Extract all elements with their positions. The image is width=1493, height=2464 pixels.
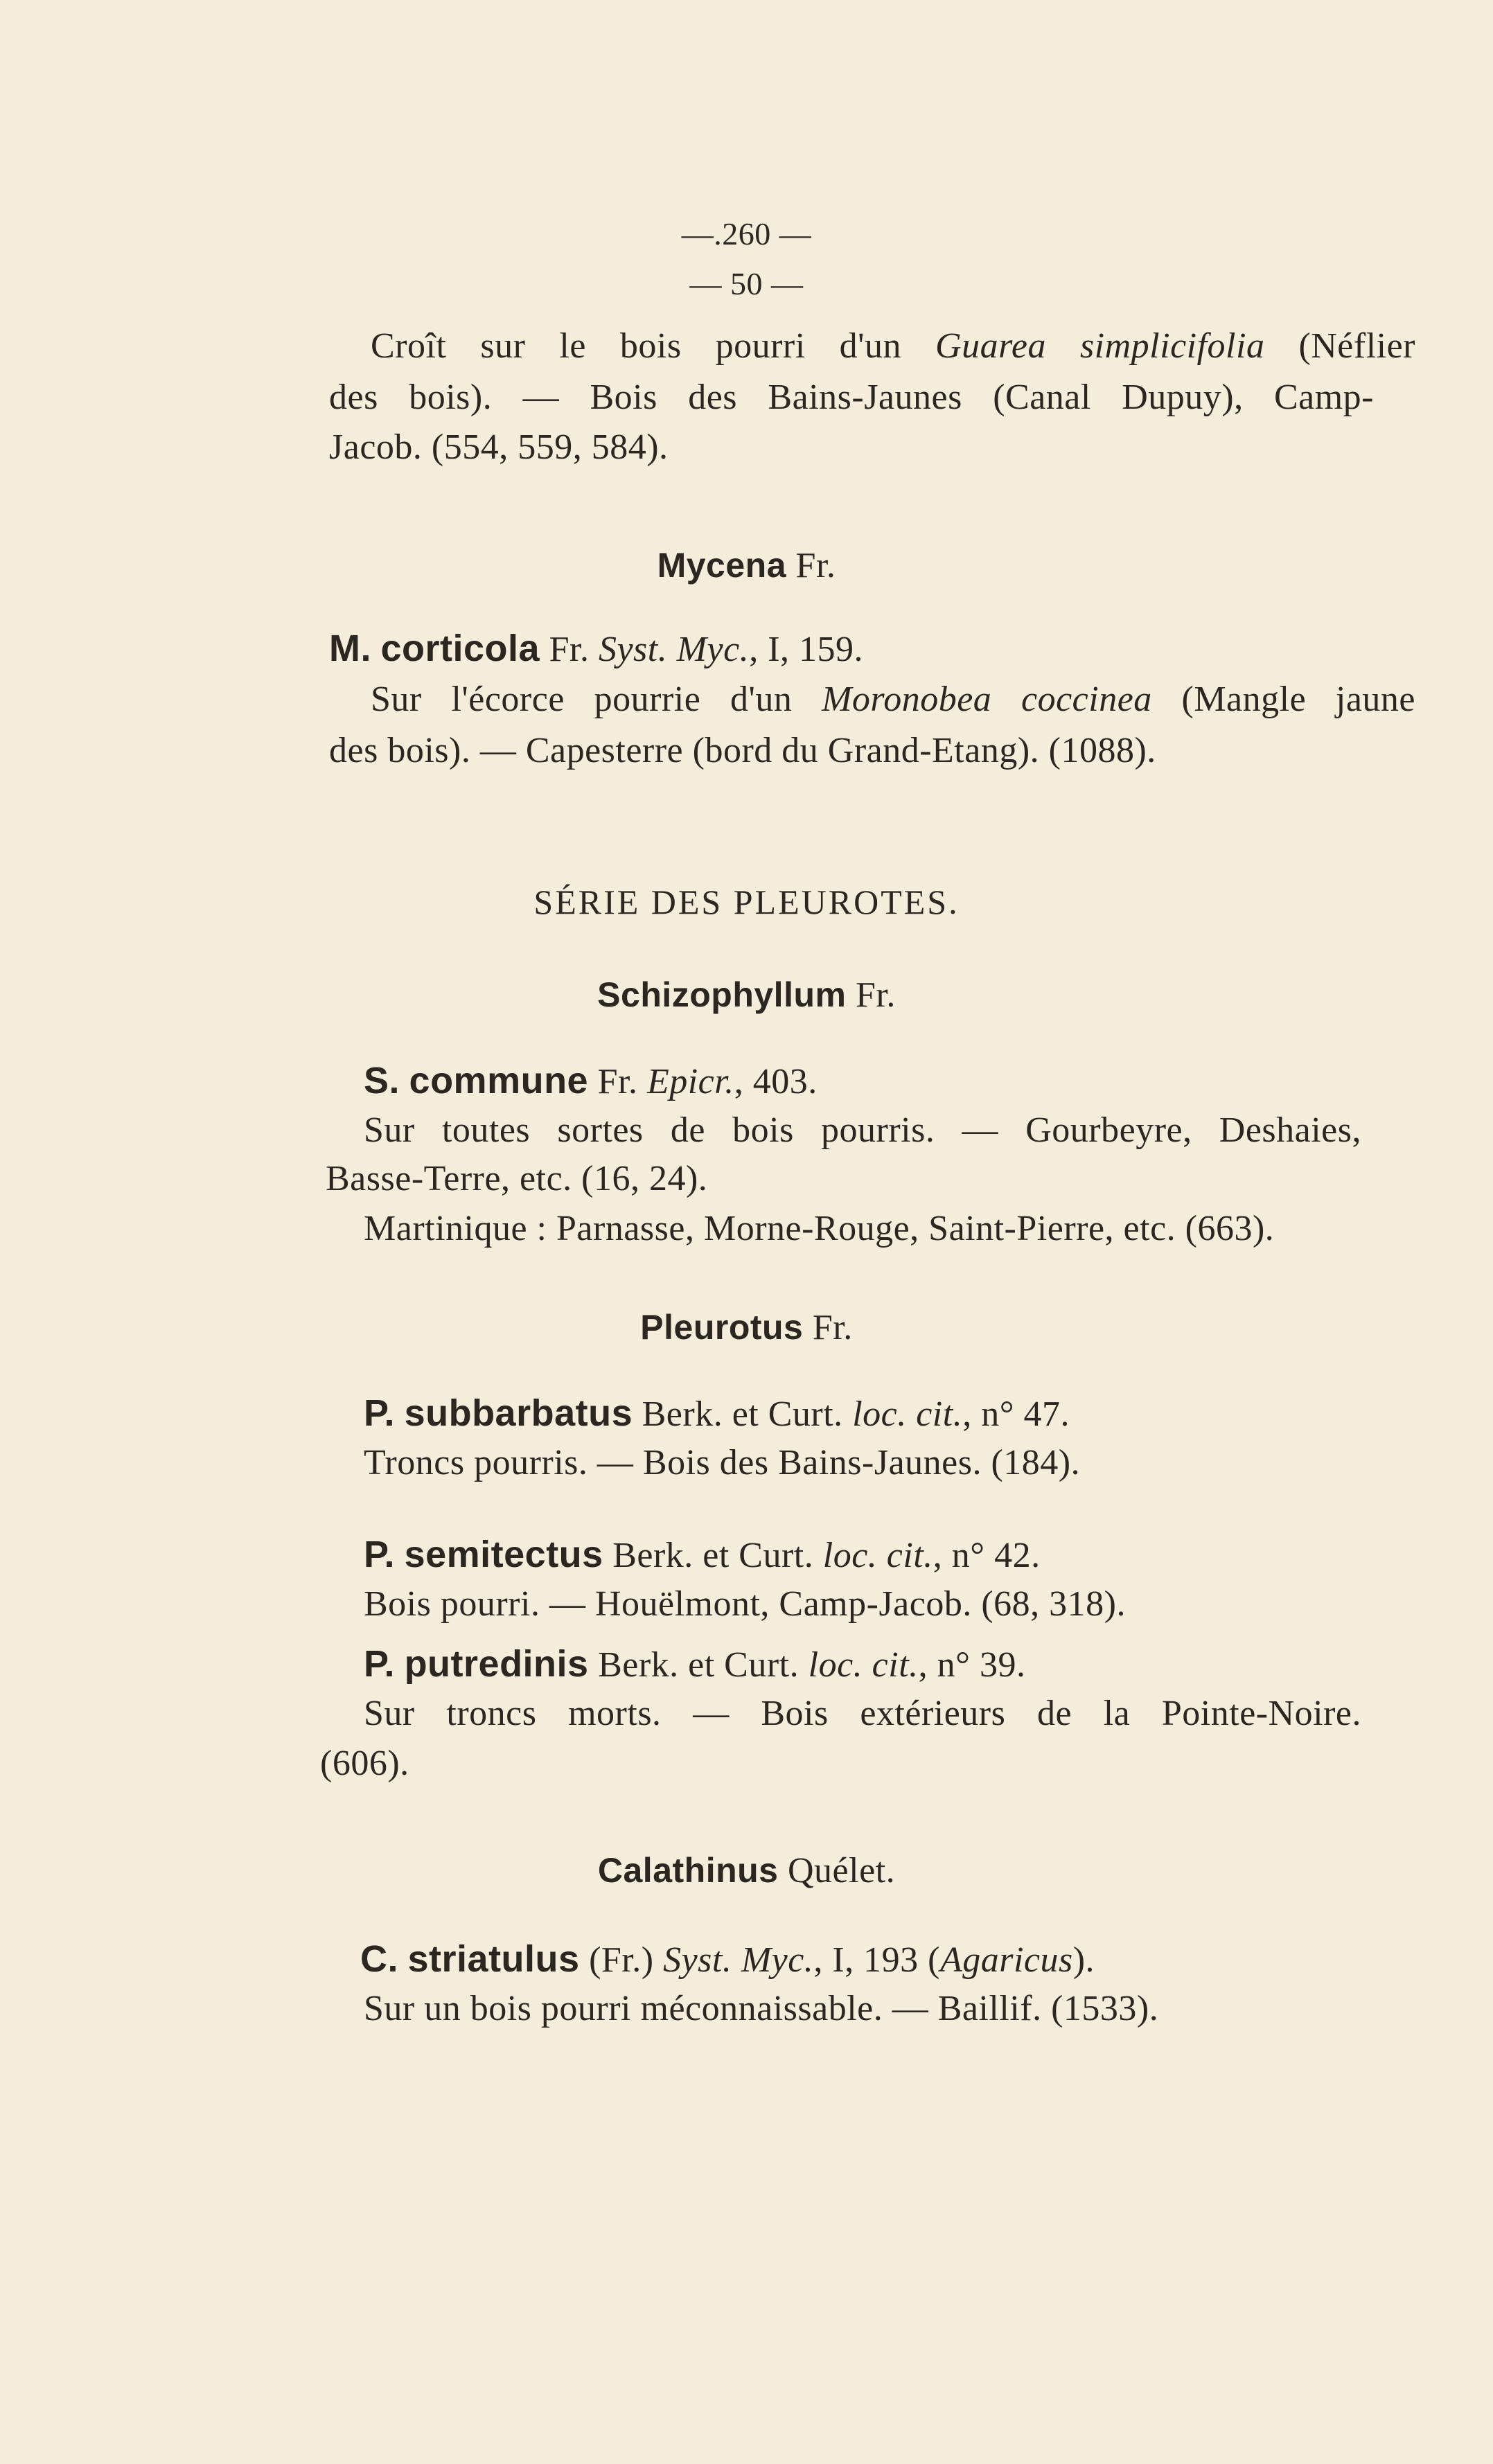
reference-detail: , n° 42.	[933, 1536, 1041, 1575]
species-prefix: S.	[364, 1060, 400, 1101]
genus-heading-schizophyllum	[0, 974, 1493, 1016]
genus-name: Pleurotus	[640, 1308, 804, 1347]
commune-desc-1: Sur toutes sortes de bois pourris. — Gourbeyre, Deshaies,	[364, 1110, 1361, 1150]
striatulus-desc-1: Sur un bois pourri méconnaissable. — Baillif. (1533).	[364, 1989, 1159, 2028]
species-authority: Fr.	[549, 630, 590, 669]
taxon-name: Agaricus	[939, 1940, 1073, 1980]
reference-title: Syst. Myc.	[663, 1940, 814, 1980]
species-authority: (Fr.)	[589, 1940, 654, 1980]
reference-title: loc. cit.	[822, 1536, 933, 1575]
commune-desc-3: Martinique : Parnasse, Morne-Rouge, Saint-Pierre, etc. (663).	[364, 1209, 1275, 1248]
genus-name: Mycena	[657, 546, 787, 585]
species-entry-corticola	[329, 628, 863, 671]
genus-name: Calathinus	[597, 1851, 779, 1890]
genus-author: Quélet.	[787, 1851, 896, 1890]
species-entry-semitectus	[364, 1534, 1041, 1577]
species-prefix: P.	[364, 1534, 396, 1575]
genus-heading-calathinus	[0, 1850, 1493, 1892]
species-prefix: P.	[364, 1392, 396, 1434]
putredinis-desc-1: Sur troncs morts. — Bois extérieurs de la Pointe-Noire.	[364, 1694, 1361, 1733]
species-name: semitectus	[404, 1534, 603, 1575]
old-page-number: —.260 —	[681, 216, 812, 251]
intro-line-1	[371, 326, 1415, 367]
reference-title: loc. cit.	[852, 1394, 963, 1434]
reference-detail: , 403.	[734, 1062, 818, 1101]
species-name: putredinis	[404, 1643, 589, 1685]
intro-line-3: Jacob. (554, 559, 584).	[329, 427, 669, 467]
subbarbatus-desc-1: Troncs pourris. — Bois des Bains-Jaunes. (184).	[364, 1443, 1081, 1482]
intro-text: (Néflier	[1298, 326, 1415, 366]
genus-author: Fr.	[812, 1308, 853, 1347]
semitectus-desc-1: Bois pourri. — Houëlmont, Camp-Jacob. (68, 318).	[364, 1584, 1126, 1624]
genus-name: Schizophyllum	[597, 975, 847, 1014]
reference-detail: , I, 159.	[749, 630, 864, 669]
species-name: commune	[409, 1060, 589, 1101]
putredinis-desc-2: (606).	[320, 1744, 409, 1783]
corticola-desc-1	[371, 679, 1415, 720]
page-number: — 50 —	[689, 266, 804, 301]
reference-title: Syst. Myc.	[598, 630, 750, 669]
reference-title: Epicr.	[646, 1062, 734, 1101]
taxon-name: Moronobea coccinea	[822, 680, 1152, 719]
corticola-desc-2: des bois). — Capesterre (bord du Grand-Etang). (1088).	[329, 731, 1156, 770]
intro-line-2: des bois). — Bois des Bains-Jaunes (Canal Dupuy), Camp-	[329, 378, 1374, 417]
reference-title: loc. cit.	[808, 1645, 919, 1685]
genus-heading-pleurotus	[0, 1306, 1493, 1349]
taxon-name: Guarea simplicifolia	[935, 326, 1265, 366]
commune-desc-2: Basse-Terre, etc. (16, 24).	[326, 1159, 708, 1198]
species-name: striatulus	[407, 1938, 580, 1980]
desc-text: (Mangle jaune	[1181, 680, 1415, 719]
species-prefix: C.	[360, 1938, 398, 1980]
species-entry-putredinis	[364, 1643, 1025, 1686]
species-authority: Berk. et Curt.	[642, 1394, 843, 1434]
species-entry-commune	[364, 1060, 818, 1103]
species-entry-subbarbatus	[364, 1392, 1070, 1435]
intro-text: Croît sur le bois pourri d'un	[371, 326, 902, 366]
series-title: SÉRIE DES PLEUROTES.	[533, 883, 960, 921]
reference-detail: , I, 193 (	[813, 1940, 940, 1980]
reference-detail: , n° 47.	[962, 1394, 1070, 1434]
genus-heading-mycena	[0, 544, 1493, 587]
genus-author: Fr.	[795, 546, 836, 585]
species-prefix: P.	[364, 1643, 396, 1685]
species-authority: Fr.	[597, 1062, 638, 1101]
reference-detail: , n° 39.	[918, 1645, 1026, 1685]
reference-detail: ).	[1072, 1940, 1095, 1980]
species-authority: Berk. et Curt.	[612, 1536, 814, 1575]
species-authority: Berk. et Curt.	[598, 1645, 799, 1685]
species-name: corticola	[380, 628, 540, 669]
species-name: subbarbatus	[404, 1392, 633, 1434]
genus-author: Fr.	[855, 975, 896, 1015]
desc-text: Sur l'écorce pourrie d'un	[371, 680, 793, 719]
species-entry-striatulus	[360, 1938, 1095, 1981]
species-prefix: M.	[329, 628, 371, 669]
